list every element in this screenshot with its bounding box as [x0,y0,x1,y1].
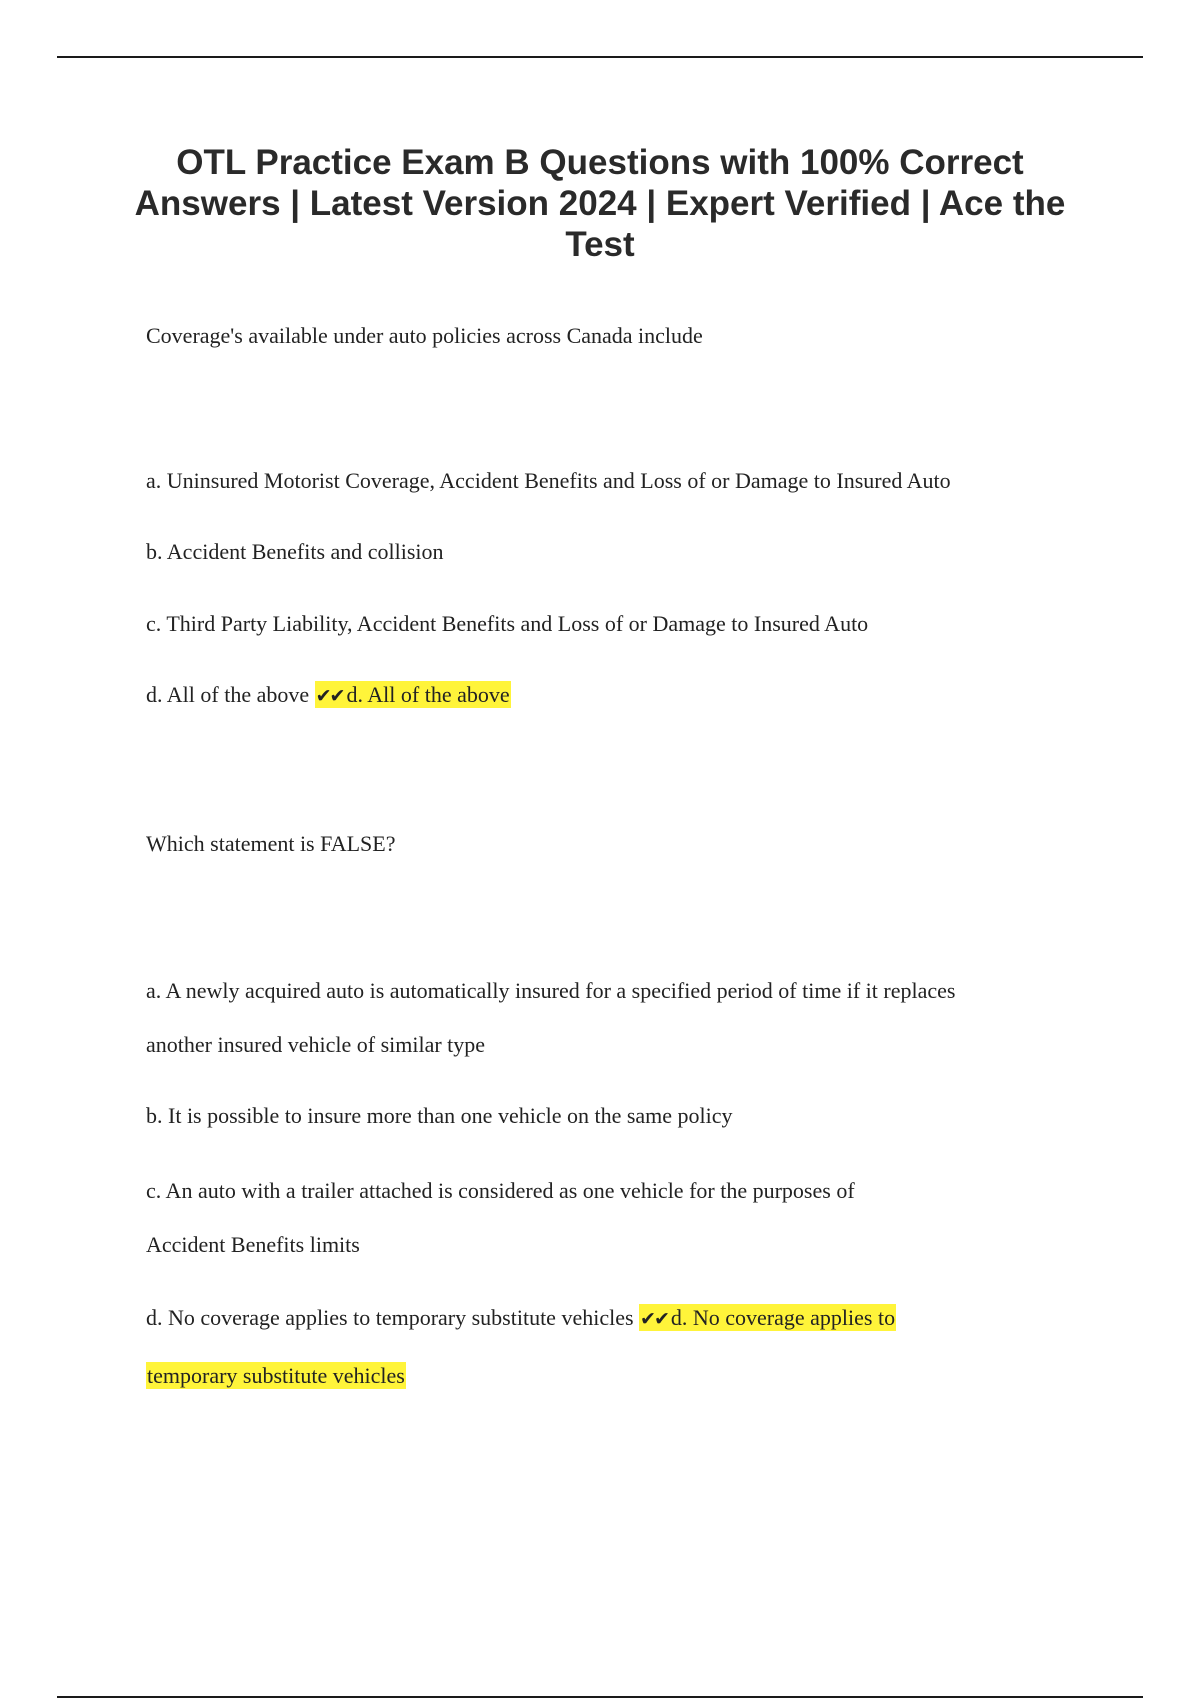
question-1-option-d-row [146,681,511,710]
question-2-answer-row2 [146,1362,406,1390]
question-2-option-b: b. It is possible to insure more than one vehicle on the same policy [146,1103,733,1128]
question-2-option-d: d. No coverage applies to temporary substitute vehicles [146,1305,634,1330]
question-2-option-c-line2: Accident Benefits limits [146,1232,360,1257]
question-2-option-d-row [146,1304,896,1333]
question-2-option-a-line2: another insured vehicle of similar type [146,1032,486,1057]
question-1-option-c: c. Third Party Liability, Accident Benefits and Loss of or Damage to Insured Auto [146,611,869,636]
top-rule [57,56,1143,58]
double-check-icon: ✔✔ [315,685,344,707]
question-2-option-c-line1: c. An auto with a trailer attached is considered as one vehicle for the purposes of [146,1178,855,1203]
question-1-answer-highlight [315,681,511,708]
question-2-answer-line1: d. No coverage applies to [670,1305,896,1330]
question-1-answer: d. All of the above [346,682,510,707]
question-1-option-a: a. Uninsured Motorist Coverage, Accident Benefits and Loss of or Damage to Insured Auto [146,468,951,493]
question-2-option-a-line1: a. A newly acquired auto is automatically insured for a specified period of time if it replaces [146,978,956,1003]
bottom-rule [57,1696,1143,1698]
question-1-option-d: d. All of the above [146,682,310,707]
question-1-prompt: Coverage's available under auto policies across Canada include [146,323,703,348]
question-2-prompt: Which statement is FALSE? [146,831,396,856]
document-title: OTL Practice Exam B Questions with 100% Correct Answers | Latest Version 2024 | Expert Verified | Ace the Test [134,143,1066,264]
question-2-answer-line2: temporary substitute vehicles [147,1363,405,1388]
question-2-answer-highlight [639,1304,896,1331]
double-check-icon: ✔✔ [640,1308,668,1330]
question-1-option-b: b. Accident Benefits and collision [146,539,444,564]
